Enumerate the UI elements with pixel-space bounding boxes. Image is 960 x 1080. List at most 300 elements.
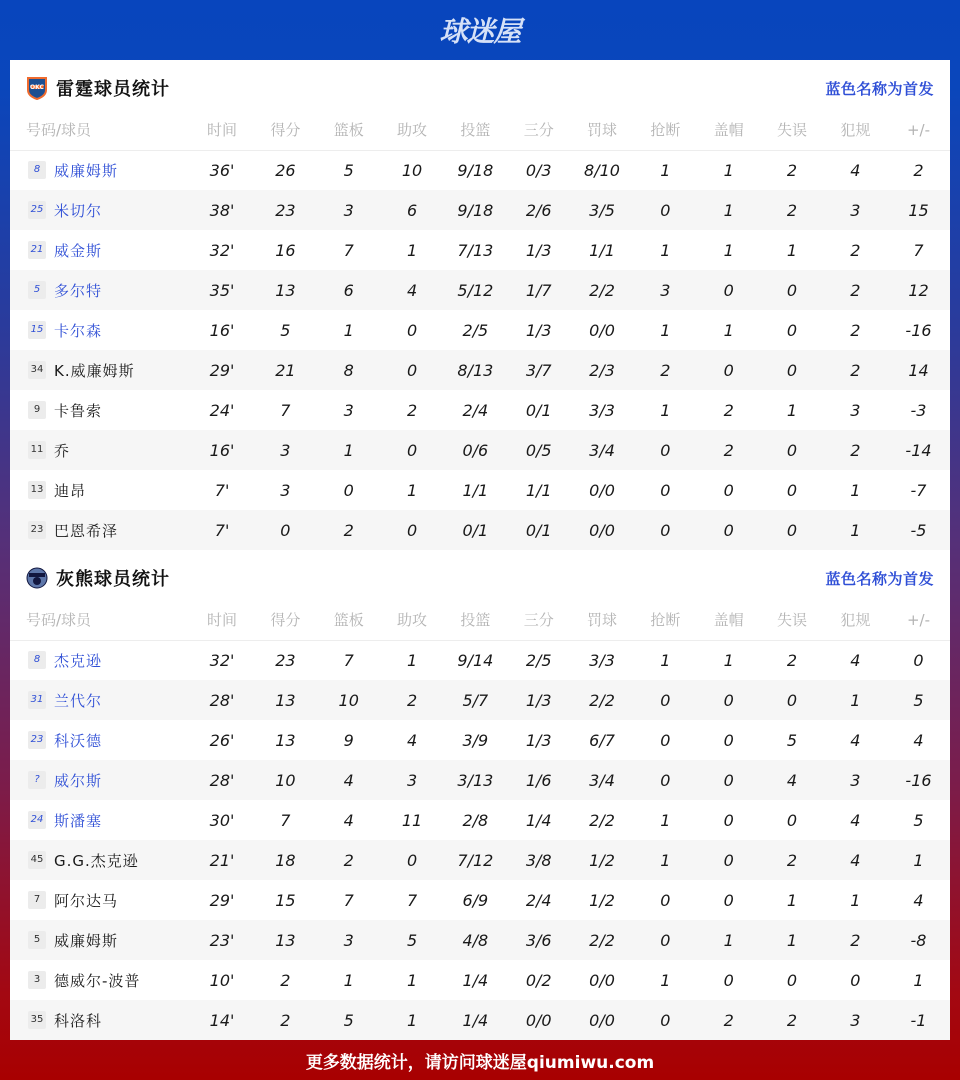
stat-cell: 14'	[190, 1000, 253, 1040]
stat-cell: 3	[824, 760, 887, 800]
stat-cell: 1/6	[507, 760, 570, 800]
stat-cell: 2	[723, 400, 734, 420]
column-header: 罚球	[570, 606, 633, 640]
stat-cell: 2	[824, 430, 887, 470]
jersey-number-badge: 8	[28, 161, 46, 179]
stat-cell: 0/0	[589, 320, 615, 340]
player-name-link[interactable]: 威廉姆斯	[54, 161, 119, 180]
stat-cell: 15	[887, 190, 950, 230]
stat-cell: 1	[406, 480, 418, 500]
stat-cell: 7	[406, 890, 418, 910]
stat-cell: 3	[634, 270, 697, 310]
stat-cell: 5	[380, 920, 443, 960]
stat-cell: 16'	[209, 320, 235, 340]
stat-cell: 13	[254, 920, 317, 960]
stat-cell: 1/3	[507, 680, 570, 720]
player-cell	[10, 230, 190, 270]
stat-cell: 0	[380, 840, 443, 880]
stat-cell: -14	[887, 430, 950, 470]
okc-thunder-logo-icon	[26, 76, 48, 100]
jersey-number-badge: 25	[28, 201, 46, 219]
stat-cell: 2	[406, 400, 418, 420]
stat-cell: 29'	[190, 350, 253, 390]
stat-cell: 0/0	[570, 510, 633, 550]
player-row[interactable]	[10, 190, 950, 230]
table-header-row	[10, 606, 950, 640]
stat-cell: 0	[697, 350, 760, 390]
stat-cell: 0	[660, 890, 671, 910]
player-row[interactable]	[10, 150, 950, 190]
stat-cell: 1/1	[525, 480, 552, 500]
stat-cell: 1	[380, 1000, 443, 1040]
stat-cell: 0	[380, 430, 443, 470]
column-header: +/-	[887, 606, 950, 640]
stat-cell: 21'	[190, 840, 253, 880]
stat-cell: 1	[824, 510, 887, 550]
stat-cell: 0	[697, 270, 760, 310]
player-cell	[10, 350, 190, 390]
stat-cell: 6	[380, 190, 443, 230]
team-title: 灰熊球员统计	[56, 569, 170, 590]
player-cell	[10, 680, 190, 720]
column-header: 得分	[254, 116, 317, 150]
player-name-link[interactable]: 卡鲁索	[54, 401, 103, 420]
player-name-link[interactable]: 多尔特	[54, 281, 103, 300]
column-header: 篮板	[317, 116, 380, 150]
player-row[interactable]	[10, 1000, 950, 1040]
stat-cell: 3	[317, 920, 380, 960]
jersey-number-badge: 35	[28, 1011, 46, 1029]
player-name-link[interactable]: 杰克逊	[54, 651, 103, 670]
player-name-link[interactable]: 巴恩希泽	[54, 521, 119, 540]
stat-cell: 7/13	[457, 240, 494, 260]
stat-cell: -5	[887, 510, 950, 550]
column-header: 盖帽	[697, 116, 760, 150]
player-name-link[interactable]: G.G.杰克逊	[54, 851, 139, 870]
stat-cell: 0	[634, 920, 697, 960]
stat-cell: 2/2	[570, 680, 633, 720]
stat-cell: 36'	[209, 160, 235, 180]
stat-cell: 16'	[190, 430, 253, 470]
player-stats-table	[10, 606, 950, 1040]
stat-cell: 26'	[209, 730, 235, 750]
stat-cell: 0	[760, 270, 823, 310]
jersey-number-badge: 45	[28, 851, 46, 869]
stat-cell: 2	[850, 320, 861, 340]
team-title: 雷霆球员统计	[56, 79, 170, 100]
stat-cell: 1/3	[525, 730, 552, 750]
jersey-number-badge: 3	[28, 971, 46, 989]
stat-cell: 2	[317, 510, 380, 550]
stat-cell: -1	[887, 1000, 950, 1040]
stat-cell: 1	[697, 920, 760, 960]
stat-cell: 24'	[209, 400, 235, 420]
jersey-number-badge: 13	[28, 481, 46, 499]
player-cell	[10, 1000, 190, 1040]
footer-link[interactable]: 更多数据统计，请访问球迷屋qiumiwu.com	[305, 1052, 655, 1073]
stat-cell: 1	[660, 320, 671, 340]
stat-cell: 2	[786, 160, 798, 180]
stat-cell: 3	[850, 400, 861, 420]
jersey-number-badge: 5	[28, 281, 46, 299]
column-header: 时间	[190, 606, 253, 640]
stat-cell: 0	[760, 350, 823, 390]
stat-cell: 28'	[190, 760, 253, 800]
stat-cell: 1	[660, 810, 671, 830]
stat-cell: 4	[850, 730, 861, 750]
column-header: 失误	[760, 116, 823, 150]
stat-cell: 0	[406, 320, 418, 340]
stat-cell: 0	[723, 810, 734, 830]
stat-cell: 1	[660, 240, 671, 260]
player-cell	[10, 310, 190, 350]
stat-cell: 1	[343, 970, 354, 990]
stat-cell: 3/9	[462, 730, 489, 750]
stat-cell: 5	[317, 1000, 380, 1040]
stat-cell: 0/1	[507, 510, 570, 550]
stat-cell: 1	[723, 160, 734, 180]
stat-cell: 0	[786, 320, 798, 340]
player-row[interactable]	[10, 230, 950, 270]
player-row[interactable]	[10, 270, 950, 310]
player-row[interactable]	[10, 760, 950, 800]
thunder-stats-card	[10, 60, 950, 550]
stat-cell: -8	[887, 920, 950, 960]
stat-cell: 1/7	[507, 270, 570, 310]
player-cell	[10, 840, 190, 880]
stat-cell: 1	[850, 480, 861, 500]
stat-cell: 8	[317, 350, 380, 390]
stat-cell: 32'	[209, 650, 235, 670]
stat-cell: 1	[913, 970, 924, 990]
stat-cell: 0	[697, 840, 760, 880]
jersey-number-badge: 31	[28, 691, 46, 709]
stat-cell: 3/13	[444, 760, 507, 800]
stat-cell: 4	[343, 810, 354, 830]
stat-cell: 6	[317, 270, 380, 310]
column-header: 投篮	[444, 606, 507, 640]
jersey-number-badge: 24	[28, 811, 46, 829]
stat-cell: 1	[887, 840, 950, 880]
stat-cell: 1	[406, 650, 418, 670]
stat-cell: 1	[850, 890, 861, 910]
stat-cell: 0/6	[444, 430, 507, 470]
stat-cell: 23	[254, 190, 317, 230]
stat-cell: 3/3	[589, 400, 615, 420]
stat-cell: 2/5	[462, 320, 489, 340]
player-cell	[10, 960, 190, 1000]
stat-cell: 1	[723, 320, 734, 340]
player-name-link[interactable]: 威金斯	[54, 241, 103, 260]
column-header: 罚球	[570, 116, 633, 150]
player-row[interactable]	[10, 510, 950, 550]
jersey-number-badge: 8	[28, 651, 46, 669]
site-header	[0, 0, 960, 60]
jersey-number-badge: 7	[28, 891, 46, 909]
stat-cell: 2/4	[525, 890, 552, 910]
stat-cell: 0/2	[525, 970, 552, 990]
player-row[interactable]	[10, 350, 950, 390]
stat-cell: 1	[824, 680, 887, 720]
player-cell	[10, 800, 190, 840]
stat-cell: 4	[913, 730, 924, 750]
stat-cell: 18	[254, 840, 317, 880]
stat-cell: 2	[824, 350, 887, 390]
stat-cell: 1/4	[444, 1000, 507, 1040]
stat-cell: 14	[887, 350, 950, 390]
player-row[interactable]	[10, 310, 950, 350]
stat-cell: 1	[760, 920, 823, 960]
stat-cell: 1/3	[525, 320, 552, 340]
stat-cell: 0	[634, 1000, 697, 1040]
stat-cell: 0	[723, 480, 734, 500]
jersey-number-badge: 11	[28, 441, 46, 459]
stat-cell: 7'	[190, 510, 253, 550]
column-header: 抢断	[634, 116, 697, 150]
player-row[interactable]	[10, 960, 950, 1000]
player-row[interactable]	[10, 680, 950, 720]
stat-cell: -7	[910, 480, 927, 500]
stat-cell: 1	[786, 890, 798, 910]
stat-cell: 3/5	[570, 190, 633, 230]
stat-cell: 26	[275, 160, 296, 180]
stat-cell: 0/1	[444, 510, 507, 550]
grizzlies-stats-card	[10, 550, 950, 1040]
stat-cell: 3	[317, 190, 380, 230]
stat-cell: 2	[254, 1000, 317, 1040]
column-header: 时间	[190, 116, 253, 150]
stat-cell: 0	[723, 730, 734, 750]
stat-cell: 9/18	[457, 160, 494, 180]
stat-cell: 2/2	[570, 920, 633, 960]
player-name-link[interactable]: 斯潘塞	[54, 811, 103, 830]
player-cell	[10, 150, 190, 190]
stat-cell: 3	[380, 760, 443, 800]
stat-cell: 1	[786, 400, 798, 420]
stat-cell: 0	[723, 890, 734, 910]
table-header-row	[10, 116, 950, 150]
jersey-number-badge: 5	[28, 931, 46, 949]
stat-cell: 7	[343, 890, 354, 910]
stat-cell: 1	[343, 320, 354, 340]
jersey-number-badge: 9	[28, 401, 46, 419]
stat-cell: 5/7	[444, 680, 507, 720]
stat-cell: 0	[380, 350, 443, 390]
player-cell	[10, 760, 190, 800]
column-header: 篮板	[317, 606, 380, 640]
stat-cell: 0	[660, 730, 671, 750]
player-cell	[10, 510, 190, 550]
stat-cell: 9	[343, 730, 354, 750]
stat-cell: 0	[760, 510, 823, 550]
stat-cell: 1	[317, 430, 380, 470]
player-name-link[interactable]: 兰代尔	[54, 691, 103, 710]
stat-cell: 6/9	[462, 890, 489, 910]
stat-cell: 4	[380, 270, 443, 310]
stat-cell: 9/14	[457, 650, 494, 670]
stat-cell: 0	[850, 970, 861, 990]
stat-cell: 3/4	[570, 760, 633, 800]
stat-cell: 2/3	[570, 350, 633, 390]
column-header-player: 号码/球员	[10, 606, 190, 640]
player-row[interactable]	[10, 880, 950, 920]
column-header: 得分	[254, 606, 317, 640]
stat-cell: 5	[343, 160, 354, 180]
player-row[interactable]	[10, 470, 950, 510]
stat-cell: 2/5	[525, 650, 552, 670]
stat-cell: 2	[913, 160, 924, 180]
stat-cell: 7	[343, 650, 354, 670]
column-header: 失误	[760, 606, 823, 640]
stat-cell: 1/1	[462, 480, 489, 500]
stat-cell: 0	[634, 760, 697, 800]
stat-cell: 0	[634, 190, 697, 230]
stat-cell: 4	[850, 650, 861, 670]
stat-cell: 0/0	[589, 970, 615, 990]
stat-cell: 12	[887, 270, 950, 310]
column-header: 投篮	[444, 116, 507, 150]
player-name-link[interactable]: 阿尔达马	[54, 891, 119, 910]
stat-cell: 2	[280, 970, 291, 990]
site-logo[interactable]: 球迷屋	[439, 15, 521, 48]
player-name-link[interactable]: 米切尔	[54, 201, 103, 220]
column-header: 助攻	[380, 606, 443, 640]
stat-cell: 5/12	[444, 270, 507, 310]
stat-cell: 4	[406, 730, 418, 750]
memphis-grizzlies-logo-icon	[26, 566, 48, 590]
player-name-link[interactable]: 乔	[54, 441, 71, 460]
stat-cell: 5	[913, 810, 924, 830]
stat-cell: 1	[697, 190, 760, 230]
player-name-link[interactable]: 德威尔-波普	[54, 971, 141, 990]
stat-cell: 5	[887, 680, 950, 720]
stat-cell: 7	[913, 240, 924, 260]
column-header: 抢断	[634, 606, 697, 640]
stat-cell: 0/0	[589, 480, 615, 500]
stat-cell: 1	[634, 840, 697, 880]
stat-cell: 0	[697, 680, 760, 720]
stat-cell: 8/10	[584, 160, 620, 180]
stat-cell: 4	[824, 840, 887, 880]
stat-cell: 0	[697, 510, 760, 550]
stat-cell: 0	[760, 680, 823, 720]
stat-cell: 4	[317, 760, 380, 800]
stat-cell: 15	[275, 890, 296, 910]
player-cell	[10, 470, 190, 510]
stat-cell: 0	[786, 480, 798, 500]
stat-cell: 1/4	[462, 970, 489, 990]
column-header-player: 号码/球员	[10, 116, 190, 150]
player-cell	[10, 920, 190, 960]
player-cell	[10, 270, 190, 310]
stat-cell: 0/0	[507, 1000, 570, 1040]
column-header: +/-	[887, 116, 950, 150]
stat-cell: 2	[634, 350, 697, 390]
stat-cell: 0/5	[507, 430, 570, 470]
stat-cell: 1	[723, 240, 734, 260]
stat-cell: 3	[254, 430, 317, 470]
stat-cell: 28'	[190, 680, 253, 720]
stat-cell: 1	[406, 240, 418, 260]
column-header: 犯规	[824, 606, 887, 640]
stat-cell: 3/4	[570, 430, 633, 470]
stat-cell: 0	[786, 810, 798, 830]
stat-cell: 0	[760, 430, 823, 470]
footer-banner	[0, 1040, 960, 1080]
player-row[interactable]	[10, 640, 950, 680]
stat-cell: 1/2	[589, 890, 615, 910]
stat-cell: 4/8	[444, 920, 507, 960]
player-name-link[interactable]: 科沃德	[54, 731, 103, 750]
stat-cell: 2	[697, 1000, 760, 1040]
card-title-row	[10, 60, 950, 116]
jersey-number-badge: 23	[28, 731, 46, 749]
stat-cell: 7	[343, 240, 354, 260]
player-name-link[interactable]: 威尔斯	[54, 771, 103, 790]
stat-cell: 0	[786, 970, 798, 990]
stat-cell: 1	[660, 650, 671, 670]
stat-cell: 0	[254, 510, 317, 550]
stat-cell: 1	[786, 240, 798, 260]
player-row[interactable]	[10, 720, 950, 760]
player-row[interactable]	[10, 840, 950, 880]
stat-cell: 7'	[214, 480, 230, 500]
player-cell	[10, 640, 190, 680]
player-name-link[interactable]: K.威廉姆斯	[54, 361, 135, 380]
stat-cell: 10'	[209, 970, 235, 990]
player-cell	[10, 720, 190, 760]
stat-cell: 2	[697, 430, 760, 470]
stat-cell: 4	[913, 890, 924, 910]
stat-cell: 3	[824, 190, 887, 230]
stat-cell: 2/8	[462, 810, 489, 830]
stat-cell: 0	[634, 680, 697, 720]
player-row[interactable]	[10, 920, 950, 960]
player-row[interactable]	[10, 800, 950, 840]
stat-cell: 2	[317, 840, 380, 880]
jersey-number-badge: ?	[28, 771, 46, 789]
card-title-row	[10, 550, 950, 606]
stat-cell: 3/8	[507, 840, 570, 880]
stat-cell: 13	[254, 680, 317, 720]
jersey-number-badge: 34	[28, 361, 46, 379]
player-name-link[interactable]: 迪昂	[54, 481, 87, 500]
stat-cell: 1/2	[570, 840, 633, 880]
stat-cell: 21	[254, 350, 317, 390]
stat-cell: 13	[275, 730, 296, 750]
player-name-link[interactable]: 威廉姆斯	[54, 931, 119, 950]
stat-cell: 0	[697, 760, 760, 800]
stat-cell: 23	[275, 650, 296, 670]
stat-cell: 0	[634, 430, 697, 470]
player-name-link[interactable]: 卡尔森	[54, 321, 103, 340]
column-header: 犯规	[824, 116, 887, 150]
stat-cell: 0/1	[525, 400, 552, 420]
stat-cell: 4	[850, 160, 861, 180]
player-row[interactable]	[10, 430, 950, 470]
stat-cell: 35'	[190, 270, 253, 310]
stat-cell: 7	[280, 810, 291, 830]
player-cell	[10, 190, 190, 230]
stat-cell: 16	[275, 240, 296, 260]
stat-cell: 3/3	[589, 650, 615, 670]
svg-text:OKC: OKC	[30, 84, 44, 91]
player-row[interactable]	[10, 390, 950, 430]
stat-cell: 32'	[209, 240, 235, 260]
player-name-link[interactable]: 科洛科	[54, 1011, 103, 1030]
stat-cell: 1	[406, 970, 418, 990]
stat-cell: 0/0	[570, 1000, 633, 1040]
